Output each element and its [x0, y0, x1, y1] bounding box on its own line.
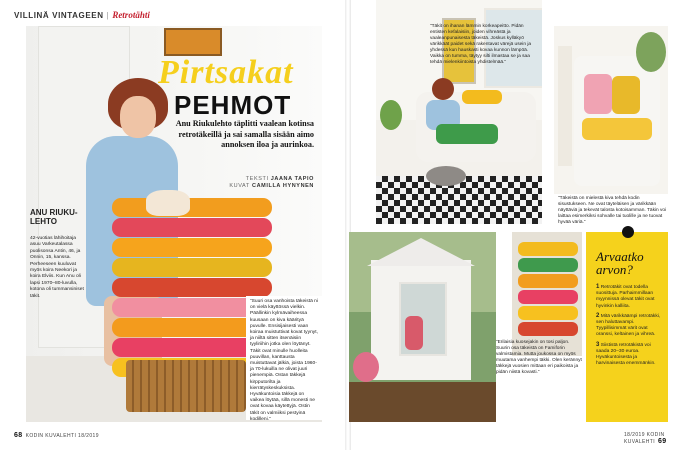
- infobox-item: [596, 284, 662, 310]
- section-script-title: Retrotähti: [112, 10, 150, 20]
- photo-garden-house: [349, 232, 496, 422]
- page-number-right: 69: [658, 438, 667, 445]
- section-header: [14, 10, 150, 20]
- lead-paragraph: Anu Riukulehto täplitti vaalean kotinsa retrotäkeillä ja sai samalla sisään aimo annoksen iloa ja aurinkoa.: [175, 119, 314, 149]
- folio-left: [14, 432, 99, 439]
- infobox-item-number: 1: [596, 284, 600, 290]
- infobox-list: [596, 284, 662, 367]
- infobox-item: [596, 313, 662, 339]
- quote-left-text: ”Suuri osa vanhoista täkeistä ni on vielä käyttössä vielkin. Päällinkin kylmävaiheessa kuusaan on kiva käärityä puvulle. Ensisijaisesti vaan koiraa muistuttivat kovat tyynyt, ja niiltä sitten itsenäisiin tyyliriihin jotka olen löytänyt. Täkit ovat minulle huolleita puuvillan, kanttausta muistuttavat jälkiä, joista 1960- ja 70-lukuilla ne olivat juuri pienempiä. Ostan täkkejä kirpputorilta ja kierrätyskeskuksista. Hyväkuntoisia täkkejä on vaikea löytää, sillä monesti ne ovat kovaa käytettyjä. Ostin täkit on valmiiksi pestyinä kodilleni.”: [250, 299, 318, 422]
- photo-woman-face: [120, 96, 156, 138]
- infobox-item-text: Mitä värikkäämpi retrotäkki, sen haluttavampi. Tyypillisimmät värit ovat oranssi, keltainen ja vihreä.: [596, 313, 661, 338]
- header-separator: |: [106, 11, 110, 20]
- profile-body: 42-vuotias lähihoitaja asuu Varkeutalassa puolisonsa Antin, 46, ja Onnin, 15, kanssa. Perheeseen kuuluvat myös koira Neekori ja koira Elviis. Kun Anu oli lapsi 1970–80-luvulla, kotona oli tummansiniset täkit.: [30, 236, 84, 299]
- infobox-title: Arvaatko arvon?: [596, 249, 644, 277]
- infobox-item: [596, 342, 662, 368]
- folio-right: [624, 432, 696, 445]
- photo-cat: [146, 190, 190, 216]
- infobox-item-text: Retrotäkit ovat todella suosittuja. Parhaimmillaan myynnissä olevat täkit ovat hyvinkin kalliita.: [596, 285, 655, 309]
- photo-sofa: [554, 26, 668, 194]
- credit-photos-label: KUVAT: [229, 183, 250, 189]
- quote-box-left: [246, 296, 322, 420]
- title-line-2: PEHMOT: [174, 90, 292, 120]
- infobox-dot: [622, 226, 634, 238]
- credit-text-label: TEKSTI: [245, 176, 269, 182]
- infobox-item-number: 2: [596, 312, 600, 319]
- photo-basket: [126, 360, 246, 412]
- infobox-item-number: 3: [596, 341, 600, 348]
- caption-sofa-photo: ”Täkeistä on mielestä kiva tehdä kodin sisustukseen. Ne ovat täyteläisen ja värikkään näyttäviä ja tekevät talosta kotoisamman. Täkin voi laittaa esimerkiksi sohvalle tai tuolille ja ne tuovat hyvää väriä.”: [558, 196, 667, 225]
- credit-photos-name: CAMILLA HYNYNEN: [252, 183, 314, 189]
- photo-quilt-detail: [512, 232, 582, 356]
- photo-wall-art: [164, 28, 222, 56]
- title-line-1: Pirtsakat: [158, 54, 294, 91]
- infobox-item-text: Siististä retrotäkistä voi saada 20–30 euroa. Hyväkuntoisesta ja harvinaisesta enemmänkin.: [596, 342, 656, 367]
- profile-heading: ANU RIUKU-LEHTO: [30, 208, 78, 226]
- credit-text-name: JAANA TAPIO: [270, 176, 314, 182]
- folio-left-text: KODIN KUVALEHTI 18/2019: [25, 433, 99, 439]
- folio-right-text: 18/2019 KODIN KUVALEHTI: [624, 432, 665, 445]
- section-name: VILLINÄ VINTAGEEN: [14, 11, 104, 20]
- page-number-left: 68: [14, 432, 23, 439]
- caption-top-photo: ”Täkit on ihanan lämmin korkeapeitto. Pidän entisten kefalaisiin, joiden vihreästä ja vaaleanpunaisesta täkeistä. Joskus kylläkyö värikkäät paidet sekä rakentavat värejä usein ja yhdessä kun hauskasti kovaa kunnon lämpöä. Vaikka on tumma, täytyy silti ilmastaa se ja saa tehdä mielenkiintoista yhdistelmää.”: [430, 24, 532, 65]
- caption-garden-photo: ”Erilaisia kuosejakin on tosi paljon. Suurin osa täkeistä on Famiforin valmistamia. Mutta joukossa on myös muutama vanhempi täkki. Olen kerännyt täkkejä vuosien mittaan eri paikoista ja pidän niistä kovasti.”: [496, 340, 582, 375]
- credits: [204, 176, 314, 190]
